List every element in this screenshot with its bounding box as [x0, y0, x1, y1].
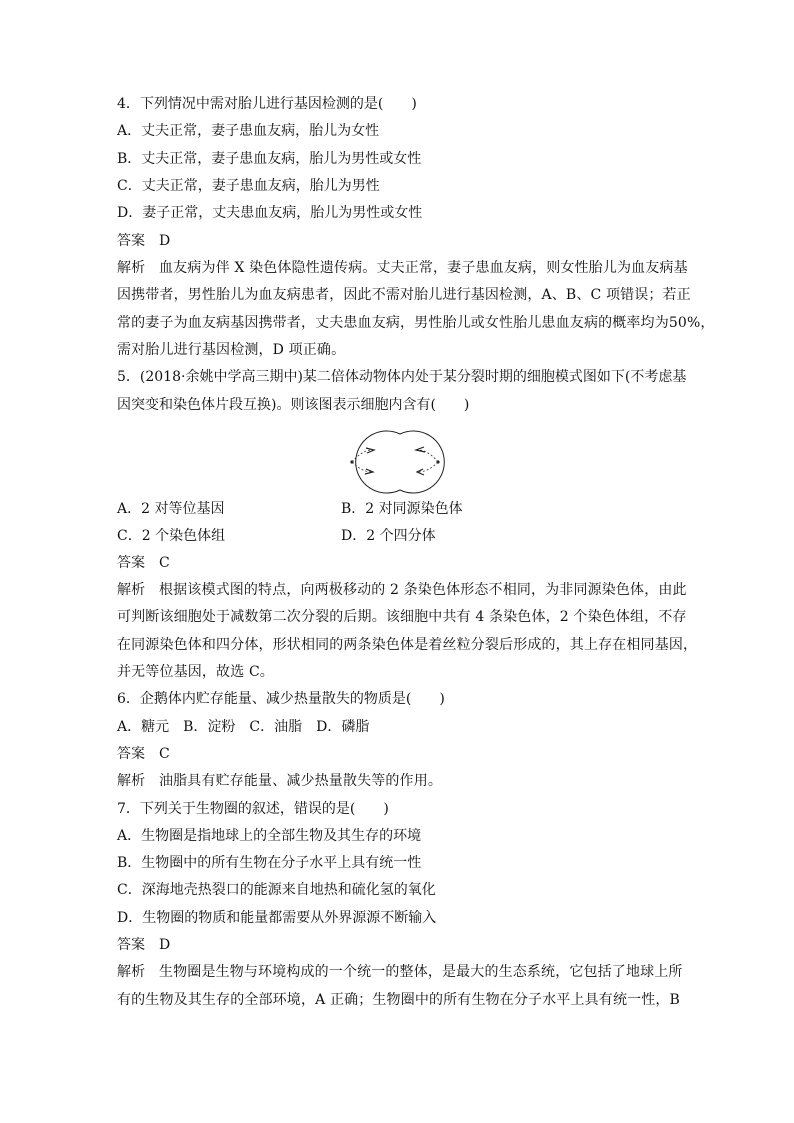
q7-option-c: C．深海地壳热裂口的能源来自地热和硫化氢的氧化 [117, 882, 436, 898]
q7-answer [117, 936, 170, 955]
right-spindle-fiber-top [418, 450, 438, 462]
q5-analysis-line-4: 并无等位基因，故选 C。 [117, 664, 274, 680]
q5-stem-line-2: 因突变和染色体片段互换)。则该图表示细胞内含有( ) [117, 397, 470, 413]
q4-analysis-line-2: 因携带者，男性胎儿为血友病患者，因此不需对胎儿进行基因检测，A、B、C 项错误；若正 [117, 287, 691, 303]
q5-stem-line-1: 5．(2018·余姚中学高三期中)某二倍体动物体内处于某分裂时期的细胞模式图如下(不考虑基 [117, 369, 687, 385]
q5-option-b: B．2 对同源染色体 [341, 501, 463, 517]
analysis-label: 解析 [117, 964, 146, 980]
answer-label: 答案 [117, 746, 145, 762]
answer-value: C [159, 555, 170, 571]
q4-option-b: B．丈夫正常，妻子患血友病，胎儿为男性或女性 [117, 151, 422, 167]
answer-value: D [159, 937, 171, 953]
q7-analysis-line-2: 有的生物及其生存的全部环境，A 正确；生物圈中的所有生物在分子水平上具有统一性，B [117, 992, 680, 1008]
q5-option-d: D．2 个四分体 [341, 528, 436, 544]
q6-analysis-line-1: 解析 油脂具有贮存能量、减少热量散失等的作用。 [117, 773, 442, 789]
q7-analysis-line-1: 解析 生物圈是生物与环境构成的一个统一的整体，是最大的生态系统，它包括了地球上所 [117, 964, 683, 980]
q6-options: A．糖元 B．淀粉 C．油脂 D．磷脂 [117, 719, 370, 735]
q4-stem: 4．下列情况中需对胎儿进行基因检测的是( ) [117, 96, 417, 112]
q7-option-a: A．生物圈是指地球上的全部生物及其生存的环境 [117, 828, 422, 844]
q5-analysis-line-2: 可判断该细胞处于减数第二次分裂的后期。该细胞中共有 4 条染色体，2 个染色体组，不存 [117, 609, 687, 625]
q5-option-c: C．2 个染色体组 [117, 528, 226, 544]
q7-option-d: D．生物圈的物质和能量都需要从外界源源不断输入 [117, 910, 437, 926]
answer-value: C [159, 746, 170, 762]
cell-division-diagram [340, 428, 460, 496]
answer-label: 答案 [117, 937, 145, 953]
q4-analysis-line-3: 常的妻子为血友病基因携带者，丈夫患血友病，男性胎儿或女性胎儿患血友病的概率均为50%， [117, 315, 715, 331]
answer-label: 答案 [117, 233, 145, 249]
q5-analysis-line-3: 在同源染色体和四分体，形状相同的两条染色体是着丝粒分裂后形成的，其上存在相同基因， [117, 637, 698, 653]
analysis-label: 解析 [117, 260, 146, 276]
answer-value: D [159, 233, 171, 249]
answer-label: 答案 [117, 555, 145, 571]
q4-analysis-line-1: 解析 血友病为伴 X 染色体隐性遗传病。丈夫正常，妻子患血友病，则女性胎儿为血友病基 [117, 260, 688, 276]
analysis-label: 解析 [117, 773, 146, 789]
q7-stem: 7．下列关于生物圈的叙述，错误的是( ) [117, 801, 389, 817]
q5-analysis-line-1: 解析 根据该模式图的特点，向两极移动的 2 条染色体形态不相同，为非同源染色体，由此 [117, 582, 687, 598]
cell-membrane [356, 431, 445, 493]
q5-answer [117, 554, 170, 573]
q6-stem: 6．企鹅体内贮存能量、减少热量散失的物质是( ) [117, 691, 445, 707]
chromosome-right-top [416, 447, 425, 452]
q4-option-c: C．丈夫正常，妻子患血友病，胎儿为男性 [117, 178, 380, 194]
q5-option-a: A．2 对等位基因 [117, 501, 225, 517]
q6-answer [117, 745, 170, 764]
q4-analysis-line-4: 需对胎儿进行基因检测，D 项正确。 [117, 342, 346, 358]
q7-option-b: B．生物圈中的所有生物在分子水平上具有统一性 [117, 855, 422, 871]
analysis-label: 解析 [117, 582, 146, 598]
q4-option-d: D．妻子正常，丈夫患血友病，胎儿为男性或女性 [117, 205, 423, 221]
q4-answer [117, 232, 170, 251]
q4-option-a: A．丈夫正常，妻子患血友病，胎儿为女性 [117, 123, 380, 139]
